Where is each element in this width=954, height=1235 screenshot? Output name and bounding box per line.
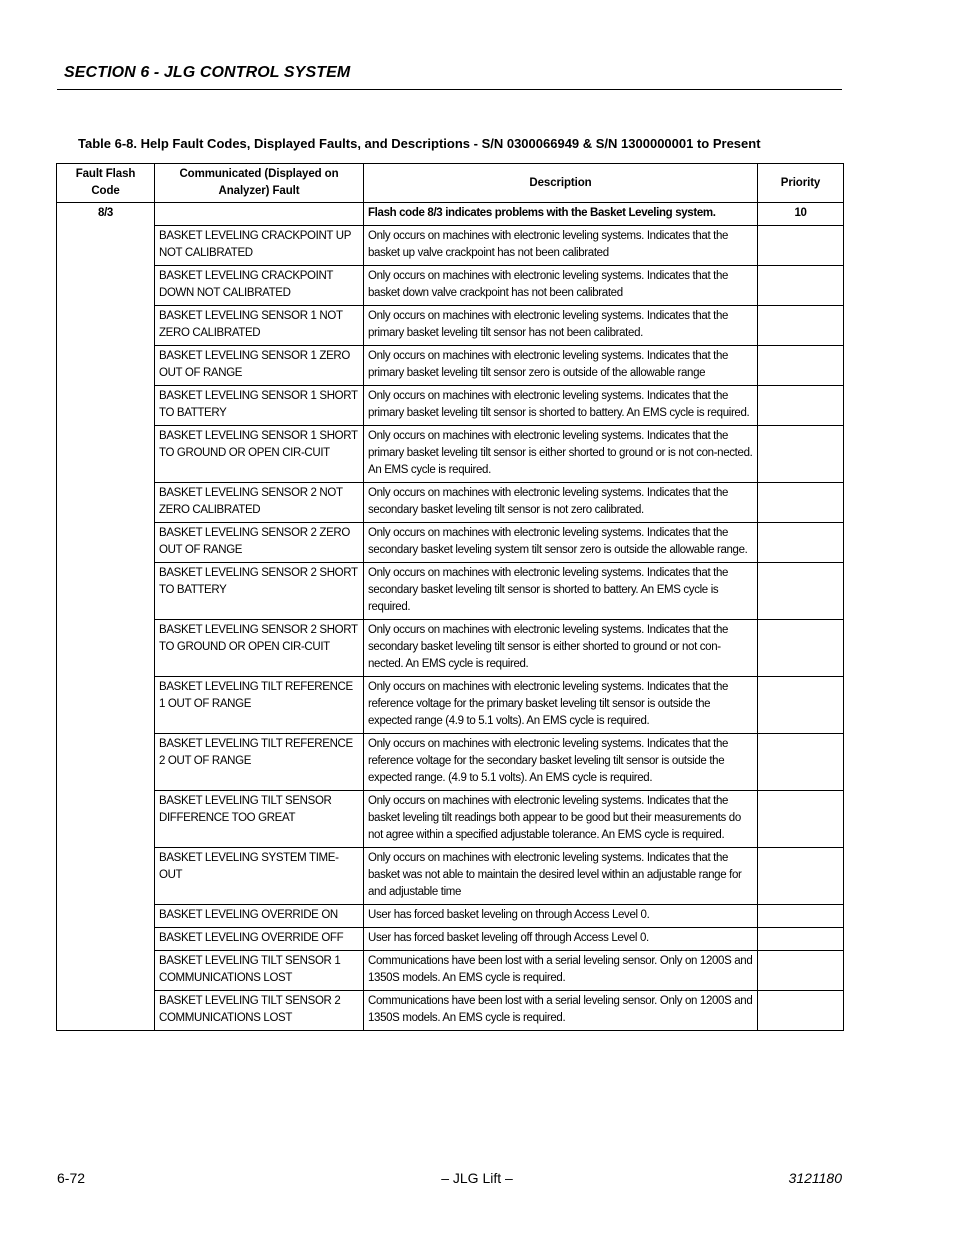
fault-cell-empty (155, 203, 364, 226)
description-cell: Only occurs on machines with electronic leveling systems. Indicates that the primary basket leveling tilt sensor is shorted to battery. An EMS cycle is required. (364, 386, 758, 426)
fault-code-table (56, 163, 844, 1031)
description-cell: Only occurs on machines with electronic leveling systems. Indicates that the basket leveling tilt readings both appear to be good but their measurements do not agree within a specified adjustable tolerance. An EMS cycle is required. (364, 791, 758, 848)
description-cell: Only occurs on machines with electronic leveling systems. Indicates that the basket up valve crackpoint has not been calibrated (364, 226, 758, 266)
description-cell: Communications have been lost with a serial leveling sensor. Only on 1200S and 1350S models. An EMS cycle is required. (364, 991, 758, 1031)
priority-cell: 10 (758, 203, 844, 226)
fault-name-cell: BASKET LEVELING OVERRIDE OFF (155, 928, 364, 951)
description-cell: Only occurs on machines with electronic leveling systems. Indicates that the primary basket leveling tilt sensor zero is outside of the allowable range (364, 346, 758, 386)
footer-doc-number: 3121180 (788, 1170, 842, 1186)
priority-cell-empty (758, 426, 844, 483)
description-cell: Communications have been lost with a serial leveling sensor. Only on 1200S and 1350S models. An EMS cycle is required. (364, 951, 758, 991)
priority-cell-empty (758, 346, 844, 386)
table-header-row (57, 164, 844, 203)
description-cell: Only occurs on machines with electronic leveling systems. Indicates that the basket was not able to maintain the desired level within an adjustable range for and adjustable time (364, 848, 758, 905)
table-row (57, 306, 844, 346)
fault-name-cell: BASKET LEVELING SENSOR 1 ZERO OUT OF RANGE (155, 346, 364, 386)
description-cell: Only occurs on machines with electronic leveling systems. Indicates that the reference voltage for the primary basket leveling tilt sensor is outside the expected range (4.9 to 5.1 volts). An EMS cycle is required. (364, 677, 758, 734)
fault-name-cell: BASKET LEVELING CRACKPOINT DOWN NOT CALIBRATED (155, 266, 364, 306)
description-cell: Only occurs on machines with electronic leveling systems. Indicates that the reference voltage for the secondary basket leveling tilt sensor is outside the expected range. (4.9 to 5.1 volts). An EMS cycle is required. (364, 734, 758, 791)
description-cell: Only occurs on machines with electronic leveling systems. Indicates that the secondary basket leveling system tilt sensor zero is outside the allowable range. (364, 523, 758, 563)
table-row (57, 734, 844, 791)
table-row (57, 346, 844, 386)
priority-cell-empty (758, 951, 844, 991)
description-cell: Only occurs on machines with electronic leveling systems. Indicates that the primary basket leveling tilt sensor has not been calibrated. (364, 306, 758, 346)
priority-cell-empty (758, 848, 844, 905)
priority-cell-empty (758, 677, 844, 734)
table-row (57, 848, 844, 905)
table-row (57, 386, 844, 426)
table-row (57, 951, 844, 991)
fault-name-cell: BASKET LEVELING TILT REFERENCE 1 OUT OF RANGE (155, 677, 364, 734)
flash-code-cell: 8/3 (57, 203, 155, 1031)
fault-name-cell: BASKET LEVELING SYSTEM TIME-OUT (155, 848, 364, 905)
table-caption: Table 6-8. Help Fault Codes, Displayed Faults, and Descriptions - S/N 0300066949 & S/N 1300000001 to Present (78, 136, 761, 151)
priority-cell-empty (758, 266, 844, 306)
table-row (57, 483, 844, 523)
fault-name-cell: BASKET LEVELING SENSOR 2 SHORT TO BATTERY (155, 563, 364, 620)
table-row (57, 905, 844, 928)
priority-cell-empty (758, 928, 844, 951)
table-row (57, 791, 844, 848)
table-row (57, 620, 844, 677)
table-row (57, 266, 844, 306)
priority-cell-empty (758, 991, 844, 1031)
table-row (57, 426, 844, 483)
table-body (57, 203, 844, 1031)
priority-cell-empty (758, 905, 844, 928)
description-cell: User has forced basket leveling on through Access Level 0. (364, 905, 758, 928)
fault-name-cell: BASKET LEVELING TILT SENSOR 2 COMMUNICATIONS LOST (155, 991, 364, 1031)
header-rule (57, 89, 842, 90)
fault-name-cell: BASKET LEVELING OVERRIDE ON (155, 905, 364, 928)
priority-cell-empty (758, 734, 844, 791)
priority-cell-empty (758, 306, 844, 346)
priority-cell-empty (758, 226, 844, 266)
table-row (57, 677, 844, 734)
fault-name-cell: BASKET LEVELING SENSOR 2 ZERO OUT OF RANGE (155, 523, 364, 563)
column-header-flash-code: Fault Flash Code (57, 164, 155, 203)
description-cell: Only occurs on machines with electronic leveling systems. Indicates that the secondary basket leveling tilt sensor is either shorted to ground or not con-nected. An EMS cycle is required. (364, 620, 758, 677)
fault-name-cell: BASKET LEVELING TILT REFERENCE 2 OUT OF RANGE (155, 734, 364, 791)
priority-cell-empty (758, 523, 844, 563)
priority-cell-empty (758, 483, 844, 523)
description-cell: Only occurs on machines with electronic leveling systems. Indicates that the secondary basket leveling tilt sensor is shorted to battery. An EMS cycle is required. (364, 563, 758, 620)
description-cell: Only occurs on machines with electronic leveling systems. Indicates that the basket down valve crackpoint has not been calibrated (364, 266, 758, 306)
fault-name-cell: BASKET LEVELING CRACKPOINT UP NOT CALIBRATED (155, 226, 364, 266)
fault-name-cell: BASKET LEVELING TILT SENSOR 1 COMMUNICATIONS LOST (155, 951, 364, 991)
table-row (57, 563, 844, 620)
table-row (57, 928, 844, 951)
group-summary-cell: Flash code 8/3 indicates problems with the Basket Leveling system. (364, 203, 758, 226)
priority-cell-empty (758, 563, 844, 620)
fault-name-cell: BASKET LEVELING SENSOR 1 SHORT TO GROUND OR OPEN CIR-CUIT (155, 426, 364, 483)
fault-name-cell: BASKET LEVELING SENSOR 1 SHORT TO BATTERY (155, 386, 364, 426)
priority-cell-empty (758, 791, 844, 848)
fault-name-cell: BASKET LEVELING TILT SENSOR DIFFERENCE TOO GREAT (155, 791, 364, 848)
priority-cell-empty (758, 620, 844, 677)
section-title: SECTION 6 - JLG CONTROL SYSTEM (64, 64, 351, 81)
footer-center-text: – JLG Lift – (441, 1170, 513, 1186)
fault-name-cell: BASKET LEVELING SENSOR 1 NOT ZERO CALIBRATED (155, 306, 364, 346)
description-cell: Only occurs on machines with electronic leveling systems. Indicates that the primary basket leveling tilt sensor is either shorted to ground or is not con-nected. An EMS cycle is required. (364, 426, 758, 483)
column-header-fault: Communicated (Displayed on Analyzer) Fault (155, 164, 364, 203)
fault-name-cell: BASKET LEVELING SENSOR 2 SHORT TO GROUND OR OPEN CIR-CUIT (155, 620, 364, 677)
table-row-group-summary (57, 203, 844, 226)
description-cell: User has forced basket leveling off through Access Level 0. (364, 928, 758, 951)
footer-page-number: 6-72 (57, 1170, 86, 1186)
column-header-description: Description (364, 164, 758, 203)
table-row (57, 226, 844, 266)
fault-name-cell: BASKET LEVELING SENSOR 2 NOT ZERO CALIBRATED (155, 483, 364, 523)
table-row (57, 523, 844, 563)
description-cell: Only occurs on machines with electronic leveling systems. Indicates that the secondary basket leveling tilt sensor is not zero calibrated. (364, 483, 758, 523)
column-header-priority: Priority (758, 164, 844, 203)
priority-cell-empty (758, 386, 844, 426)
table-row (57, 991, 844, 1031)
